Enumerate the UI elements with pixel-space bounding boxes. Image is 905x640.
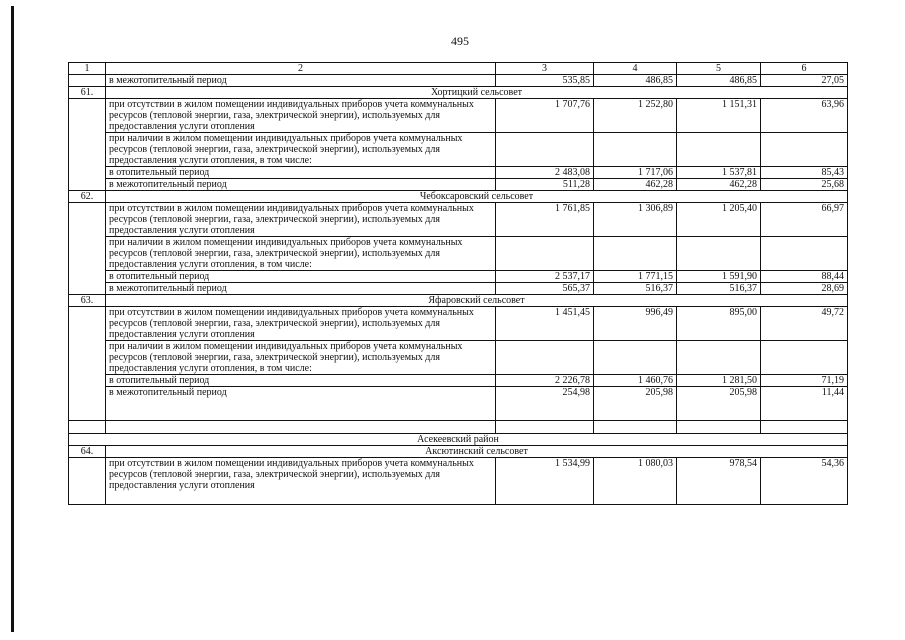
table-row	[69, 283, 848, 295]
section-title: Чебоксаровский сельсовет	[106, 191, 848, 203]
column-header: 4	[594, 63, 677, 75]
section-title: Хортицкий сельсовет	[106, 87, 848, 99]
row-description: при наличии в жилом помещении индивидуальных приборов учета коммунальных ресурсов (тепловой энергии, газа, электрической энергии), используемых для предоставления услуги отопления, в том числе:	[106, 237, 496, 271]
row-description: в межотопительный период	[106, 387, 496, 421]
value-cell: 486,85	[594, 75, 677, 87]
value-cell: 516,37	[677, 283, 761, 295]
row-description: в межотопительный период	[106, 75, 496, 87]
row-description: в отопительный период	[106, 271, 496, 283]
page-number: 495	[451, 34, 469, 48]
table-row	[69, 387, 848, 421]
value-cell: 88,44	[761, 271, 848, 283]
value-cell: 1 205,40	[677, 203, 761, 237]
value-cell: 2 537,17	[496, 271, 594, 283]
value-cell: 2 483,08	[496, 167, 594, 179]
table-row	[69, 271, 848, 283]
row-description: при наличии в жилом помещении индивидуальных приборов учета коммунальных ресурсов (тепловой энергии, газа, электрической энергии), используемых для предоставления услуги отопления, в том числе:	[106, 341, 496, 375]
value-cell: 85,43	[761, 167, 848, 179]
column-header: 3	[496, 63, 594, 75]
value-cell: 1 761,85	[496, 203, 594, 237]
section-header-row	[69, 87, 848, 99]
table-row	[69, 179, 848, 191]
section-title: Аксютинский сельсовет	[106, 446, 848, 458]
value-cell: 1 306,89	[594, 203, 677, 237]
value-cell: 565,37	[496, 283, 594, 295]
value-cell: 2 226,78	[496, 375, 594, 387]
value-cell: 462,28	[677, 179, 761, 191]
value-cell: 71,19	[761, 375, 848, 387]
section-number: 62.	[69, 191, 106, 203]
value-cell: 511,28	[496, 179, 594, 191]
table-row	[69, 458, 848, 505]
row-description: в отопительный период	[106, 375, 496, 387]
district-header-row	[69, 434, 848, 446]
table-row	[69, 203, 848, 237]
value-cell: 27,05	[761, 75, 848, 87]
row-description: в отопительный период	[106, 167, 496, 179]
value-cell: 11,44	[761, 387, 848, 421]
value-cell: 462,28	[594, 179, 677, 191]
value-cell: 54,36	[761, 458, 848, 505]
column-header-row	[69, 63, 848, 75]
tariff-table	[68, 62, 848, 505]
row-description: в межотопительный период	[106, 179, 496, 191]
value-cell: 25,68	[761, 179, 848, 191]
value-cell: 49,72	[761, 307, 848, 341]
value-cell: 28,69	[761, 283, 848, 295]
value-cell: 1 281,50	[677, 375, 761, 387]
value-cell: 205,98	[677, 387, 761, 421]
value-cell: 1 707,76	[496, 99, 594, 133]
value-cell: 1 717,06	[594, 167, 677, 179]
section-header-row	[69, 446, 848, 458]
value-cell: 1 451,45	[496, 307, 594, 341]
table-row	[69, 421, 848, 434]
section-title: Яфаровский сельсовет	[106, 295, 848, 307]
section-header-row	[69, 191, 848, 203]
section-number: 63.	[69, 295, 106, 307]
value-cell: 978,54	[677, 458, 761, 505]
column-header: 2	[106, 63, 496, 75]
row-description: при наличии в жилом помещении индивидуальных приборов учета коммунальных ресурсов (тепловой энергии, газа, электрической энергии), используемых для предоставления услуги отопления, в том числе:	[106, 133, 496, 167]
value-cell: 1 252,80	[594, 99, 677, 133]
value-cell: 516,37	[594, 283, 677, 295]
table-row	[69, 375, 848, 387]
table-row	[69, 99, 848, 133]
row-description: при отсутствии в жилом помещении индивидуальных приборов учета коммунальных ресурсов (тепловой энергии, газа, электрической энергии), используемых для предоставления услуги отопления	[106, 307, 496, 341]
table-row	[69, 341, 848, 375]
column-header: 1	[69, 63, 106, 75]
section-header-row	[69, 295, 848, 307]
value-cell: 535,85	[496, 75, 594, 87]
row-description: в межотопительный период	[106, 283, 496, 295]
district-title: Асекеевский район	[69, 434, 848, 446]
page-binding-line	[11, 6, 14, 632]
value-cell: 1 080,03	[594, 458, 677, 505]
value-cell: 1 151,31	[677, 99, 761, 133]
value-cell: 895,00	[677, 307, 761, 341]
value-cell: 1 534,99	[496, 458, 594, 505]
value-cell: 486,85	[677, 75, 761, 87]
value-cell: 66,97	[761, 203, 848, 237]
section-number: 61.	[69, 87, 106, 99]
value-cell: 1 771,15	[594, 271, 677, 283]
value-cell: 254,98	[496, 387, 594, 421]
value-cell: 1 537,81	[677, 167, 761, 179]
row-description: при отсутствии в жилом помещении индивидуальных приборов учета коммунальных ресурсов (тепловой энергии, газа, электрической энергии), используемых для предоставления услуги отопления	[106, 203, 496, 237]
value-cell: 63,96	[761, 99, 848, 133]
value-cell: 1 591,90	[677, 271, 761, 283]
value-cell: 1 460,76	[594, 375, 677, 387]
table-row	[69, 307, 848, 341]
table-row	[69, 237, 848, 271]
row-description: при отсутствии в жилом помещении индивидуальных приборов учета коммунальных ресурсов (тепловой энергии, газа, электрической энергии), используемых для предоставления услуги отопления	[106, 458, 496, 505]
column-header: 5	[677, 63, 761, 75]
table-row	[69, 75, 848, 87]
value-cell: 205,98	[594, 387, 677, 421]
column-header: 6	[761, 63, 848, 75]
row-description: при отсутствии в жилом помещении индивидуальных приборов учета коммунальных ресурсов (тепловой энергии, газа, электрической энергии), используемых для предоставления услуги отопления	[106, 99, 496, 133]
table-row	[69, 133, 848, 167]
table-row	[69, 167, 848, 179]
section-number: 64.	[69, 446, 106, 458]
value-cell: 996,49	[594, 307, 677, 341]
